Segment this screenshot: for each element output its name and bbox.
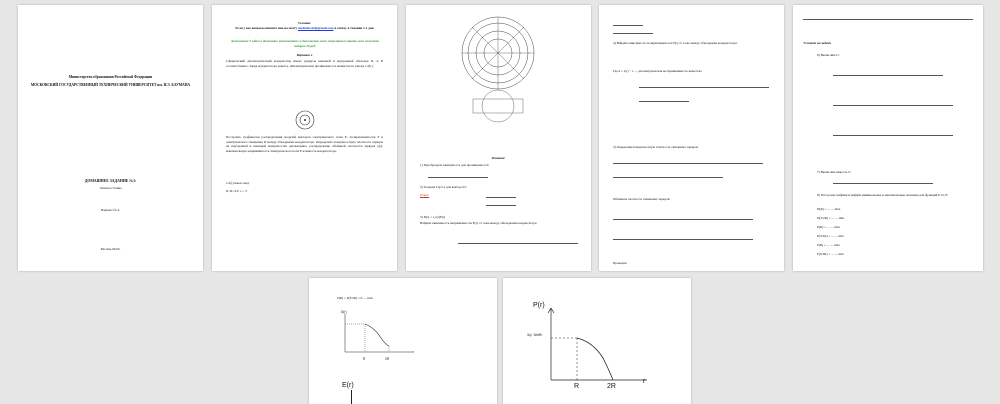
page-1 xyxy=(18,5,203,271)
minmax-row-5: P(R) = ... — max xyxy=(817,243,840,247)
step-5: 5) Определим поверхностную плотность связанных зарядов: xyxy=(613,145,699,149)
field-diagram xyxy=(458,13,538,123)
p-graph xyxy=(543,302,653,386)
city-year: Москва,2022г. xyxy=(100,247,121,251)
d-axis-label: D(r) xyxy=(341,310,347,314)
solution-title: Решение: xyxy=(491,156,506,160)
d-x-r-label: R xyxy=(363,357,366,361)
minmax-row-4: E(3/2R) = ... — min xyxy=(817,234,844,238)
page-7 xyxy=(503,278,691,404)
d-x-axis: r xyxy=(413,350,415,354)
university-text: МОСКОВСКИЙ ГОСУДАРСТВЕННЫЙ ТЕХНИЧЕСКИЙ УНИВЕРСИТЕТ им. Н.Э. БАУМАНА xyxy=(30,83,191,87)
condition-title: Условие: xyxy=(297,21,312,25)
p-x-axis: r xyxy=(643,378,646,385)
minmax-row-1: D(R) = ... — max xyxy=(817,207,841,211)
step-4: 4) Найдём зависимость поляризованности P(r) от тоже между обкладками конденсатора: xyxy=(613,41,738,45)
note-text: Где k = ε(r) − 1 — диэлектрическая восприимчивость вещества xyxy=(613,69,702,73)
homework-title: ДОМАШНЕЕ ЗАДАНИЕ №1: xyxy=(84,179,137,183)
page6-heading: P(R) = P(3/2R) = 0 — max xyxy=(337,296,373,300)
p-x-r-label: R xyxy=(574,383,580,390)
promo-text: Дополнение 5 задач о домашних компонентах и дополнение моих стрелянием знаете, нам получите подарок 20 руб. xyxy=(231,39,379,48)
ministry-text: Министерство образования Российской Федерации xyxy=(68,75,153,79)
capacitor-figure xyxy=(294,109,316,131)
minmax-row-2: D(3/2R) = ... — min xyxy=(817,216,845,220)
task-text-2: Построить графически распределения модулей векторов электрического поля E, поляризованности P и электрического смещения D между обкладками конденсатора. Определить поверхностную плотность зарядов на внутренней и внешней поверхностях диэлектрика, распределение объёмной плотности зарядов ρ(r), максимальную напряжённость электрического поля E и ёмкость конденсатора. xyxy=(226,135,383,153)
step-3: 3) D(r) = ε₀ε(r)E(r) xyxy=(420,215,446,219)
p-y-tick: 3q / 16πR² xyxy=(527,333,543,337)
d-x-2r-label: 2R xyxy=(385,357,390,361)
page-5 xyxy=(793,5,983,271)
given-2: R₁/R=3/2, ε = 3 xyxy=(226,189,247,193)
step-c: 7) Вычислим ёмкость С: xyxy=(817,170,852,174)
step-6: Объёмная плотность связанных зарядов: xyxy=(613,197,671,201)
page-4 xyxy=(599,5,784,271)
step-u: 6) Вычислим U: xyxy=(817,53,840,57)
variant-text: Вариант № 4. xyxy=(100,208,120,212)
minmax-row-3: E(R) = ... — max xyxy=(817,225,841,229)
variant-heading: Вариант 4 xyxy=(296,53,313,57)
page-3 xyxy=(406,5,591,271)
stamp-label: Ответ: xyxy=(420,193,430,197)
p-axis-label: P(r) xyxy=(533,302,545,309)
d-graph xyxy=(339,312,419,356)
given-1: ε=f(r) имеет вид: xyxy=(226,181,250,185)
task-text: Сферический диэлектрический конденсатор имеет радиусы внешней и внутренней обкладок R₁ и R соответственно. Заряд конденсатора равен q. Диэлектрическая проницаемость меняется по закону ε=f(r). xyxy=(226,59,383,68)
step-graphs: 8) Построим графики и найдём минимальные и максимальные значения для функций P, D, E: xyxy=(817,193,949,197)
check-label: Проверка: xyxy=(613,261,628,265)
email-link[interactable]: studiohw.help@mail.com xyxy=(297,26,334,30)
step-3-text: Найдём зависимость напряжённости E(r) от тоже между обкладками конденсатора: xyxy=(420,221,538,225)
step-1: 1) Преобразуем зависимость для проницаемости xyxy=(420,163,489,167)
step-2: 2) Теорема Гаусса для вектора D: xyxy=(420,185,467,189)
contact-line: Если у вас вопросы пишите мне на почту studiohw.help@mail.com я отвечу в течении 1-1 дня xyxy=(235,26,374,30)
answer-line: ⇒ ответ на задачи xyxy=(803,41,832,45)
page-6 xyxy=(309,278,497,404)
page-2 xyxy=(212,5,397,271)
minmax-row-6: P(3/2R) = ... — min xyxy=(817,252,844,256)
p-x-2r-label: 2R xyxy=(607,383,616,390)
e-axis-label: E(r) xyxy=(342,382,354,389)
subject-text: Электростатика xyxy=(99,186,122,190)
